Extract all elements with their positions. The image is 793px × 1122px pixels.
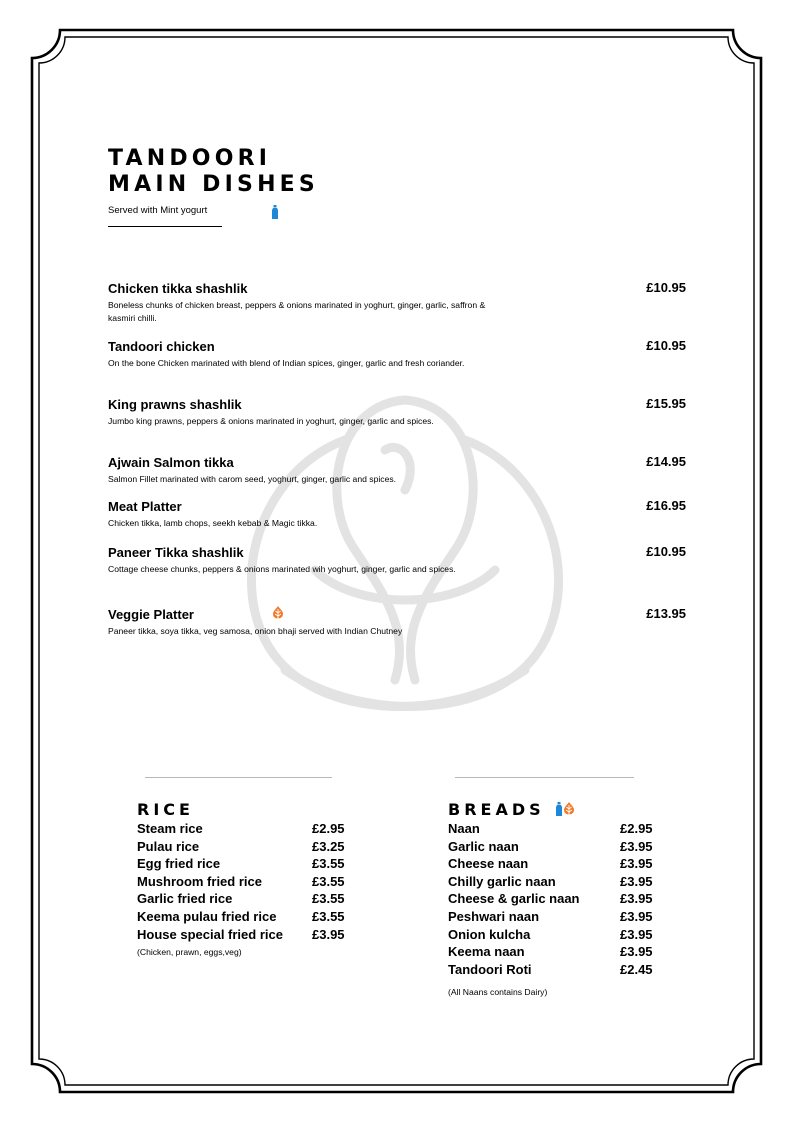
item-name: Steam rice	[137, 821, 203, 836]
rice-section-divider	[145, 777, 332, 778]
dish-price: £15.95	[646, 396, 686, 411]
item-name: Garlic naan	[448, 838, 519, 854]
page-title-line2: MAIN DISHES	[108, 172, 319, 197]
dish-item	[108, 498, 686, 530]
breads-section-divider	[455, 777, 634, 778]
dish-item	[108, 396, 686, 428]
dish-name: Veggie Platter	[108, 607, 194, 622]
item-name: Onion kulcha	[448, 926, 531, 942]
item-price: £3.95	[620, 873, 653, 889]
dish-name: Paneer Tikka shashlik	[108, 545, 244, 560]
dish-price: £13.95	[646, 606, 686, 621]
dish-name: Chicken tikka shashlik	[108, 281, 248, 296]
item-name: Mushroom fried rice	[137, 873, 262, 889]
dish-price: £16.95	[646, 498, 686, 513]
dish-price: £14.95	[646, 454, 686, 469]
list-item	[448, 838, 663, 856]
list-item	[448, 926, 663, 944]
item-name: Tandoori Roti	[448, 961, 532, 977]
dish-price: £10.95	[646, 544, 686, 559]
list-item	[448, 961, 663, 979]
breads-list	[448, 820, 663, 978]
item-price: £3.95	[620, 891, 653, 907]
item-name: Naan	[448, 821, 480, 836]
item-price: £3.25	[312, 838, 345, 854]
breads-section-title-text: BREADS	[448, 800, 545, 819]
dish-description: On the bone Chicken marinated with blend of Indian spices, ginger, garlic and fresh coriander.	[108, 358, 465, 368]
item-name: Chilly garlic naan	[448, 873, 556, 889]
dish-price: £10.95	[646, 338, 686, 353]
item-price: £2.95	[620, 821, 653, 836]
breads-note: (All Naans contains Dairy)	[448, 987, 548, 997]
list-item	[137, 926, 357, 944]
item-price: £3.55	[312, 891, 345, 907]
dish-description: Boneless chunks of chicken breast, peppers & onions marinated in yoghurt, ginger, garlic, saffron & kasmiri chilli.	[108, 300, 486, 323]
leaf-icon	[563, 802, 575, 816]
item-name: Garlic fried rice	[137, 891, 233, 907]
rice-section-title: RICE	[137, 800, 194, 819]
list-item	[137, 838, 357, 856]
dish-description: Cottage cheese chunks, peppers & onions marinated wih yoghurt, ginger, garlic and spices.	[108, 564, 456, 574]
item-name: Keema pulau fried rice	[137, 908, 277, 924]
breads-section-title	[448, 800, 575, 820]
list-item	[448, 873, 663, 891]
item-price: £3.95	[620, 856, 653, 872]
item-price: £3.55	[312, 908, 345, 924]
item-price: £3.95	[620, 926, 653, 942]
page-title-line1: TANDOORI	[108, 146, 272, 171]
dish-item	[108, 606, 686, 638]
page-title	[108, 146, 319, 198]
list-item	[448, 890, 663, 908]
item-price: £3.55	[312, 873, 345, 889]
dish-item	[108, 280, 686, 324]
list-item	[137, 820, 357, 838]
item-price: £2.45	[620, 961, 653, 977]
dish-description: Salmon Fillet marinated with carom seed, yoghurt, ginger, garlic and spices.	[108, 474, 397, 484]
item-price: £3.95	[620, 944, 653, 960]
dish-name: King prawns shashlik	[108, 397, 242, 412]
item-price: £3.95	[620, 908, 653, 924]
item-name: Egg fried rice	[137, 856, 221, 872]
item-name: Keema naan	[448, 944, 525, 960]
item-price: £3.95	[620, 838, 653, 854]
rice-note: (Chicken, prawn, eggs,veg)	[137, 947, 242, 957]
dish-name: Meat Platter	[108, 499, 182, 514]
item-name: Cheese & garlic naan	[448, 891, 580, 907]
page-subtitle: Served with Mint yogurt	[108, 205, 208, 216]
dish-item	[108, 454, 686, 486]
subtitle-divider	[108, 226, 222, 227]
leaf-icon	[272, 606, 284, 620]
list-item	[448, 943, 663, 961]
list-item	[137, 855, 357, 873]
list-item	[448, 908, 663, 926]
dish-name: Ajwain Salmon tikka	[108, 455, 234, 470]
list-item	[137, 908, 357, 926]
dish-item	[108, 338, 686, 370]
dish-description: Jumbo king prawns, peppers & onions marinated in yoghurt, ginger, garlic and spices.	[108, 416, 434, 426]
list-item	[448, 855, 663, 873]
item-name: Pulau rice	[137, 838, 200, 854]
list-item	[137, 873, 357, 891]
item-name: Peshwari naan	[448, 908, 540, 924]
rice-list	[137, 820, 357, 943]
item-price: £3.95	[312, 926, 345, 942]
list-item	[137, 890, 357, 908]
dish-description: Chicken tikka, lamb chops, seekh kebab & Magic tikka.	[108, 518, 318, 528]
item-price: £2.95	[312, 821, 345, 836]
dish-item	[108, 544, 686, 576]
milk-bottle-icon	[272, 205, 278, 219]
dish-description: Paneer tikka, soya tikka, veg samosa, onion bhaji served with Indian Chutney	[108, 626, 403, 636]
item-price: £3.55	[312, 856, 345, 872]
dish-price: £10.95	[646, 280, 686, 295]
milk-bottle-icon	[556, 802, 562, 816]
list-item	[448, 820, 663, 838]
dish-name: Tandoori chicken	[108, 339, 215, 354]
item-name: House special fried rice	[137, 926, 283, 942]
item-name: Cheese naan	[448, 856, 529, 872]
